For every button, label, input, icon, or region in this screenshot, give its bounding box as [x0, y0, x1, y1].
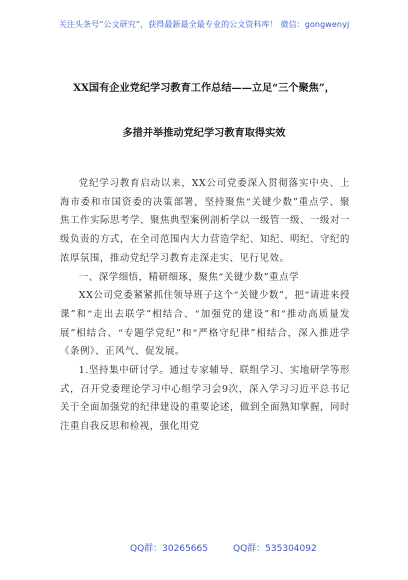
footer-qq-group-2: QQ群：535304092 [233, 544, 317, 554]
section-heading-1: 一、深学细悟，精研细琢，聚焦“关键少数”重点学 [78, 271, 300, 283]
header-banner: 关注头条号“公文研究”，获得最新最全最专业的公文资料库！ 微信：gongwenyj [58, 20, 350, 29]
paragraph-intro: 党纪学习教育启动以来，XX公司党委深入贯彻落实中央、上海市委和市国资委的决策部署，坚持聚焦“关键少数”重点学、聚焦工作实际思考学、聚焦典型案例剖析学以一级管一级、一级对一级负责的方式，在全司范围内大力营造学纪、知纪、明纪、守纪的浓厚氛围，推动党纪学习教育走深走实、见行见效。 [60, 178, 350, 264]
paragraph-key-minority: XX公司党委紧紧抓住领导班子这个“关键少数”，把“请进来授课”和“走出去联学”相结合、“加强党的建设”和“推动高质量发展”相结合、“专题学党纪”和“严格守纪律”相结合，深入推进学《条例》、正风气、促发展。 [60, 290, 350, 358]
footer-qq-group-1: QQ群：30265665 [130, 544, 208, 554]
footer [0, 541, 408, 555]
document-body [60, 175, 350, 437]
paragraph-concentrated-study: 1.坚持集中研讨学。通过专家辅导、联组学习、实地研学等形式，召开党委理论学习中心组学习会9次，深入学习习近平总书记关于全面加强党的纪律建设的重要论述，做到全面熟知掌握，同时注重自我反思和检视，强化用党 [60, 365, 350, 433]
document-title-line-1: XX国有企业党纪学习教育工作总结——立足“三个聚焦”， [73, 82, 335, 94]
document-title-line-2: 多措并举推动党纪学习教育取得实效 [122, 127, 286, 139]
